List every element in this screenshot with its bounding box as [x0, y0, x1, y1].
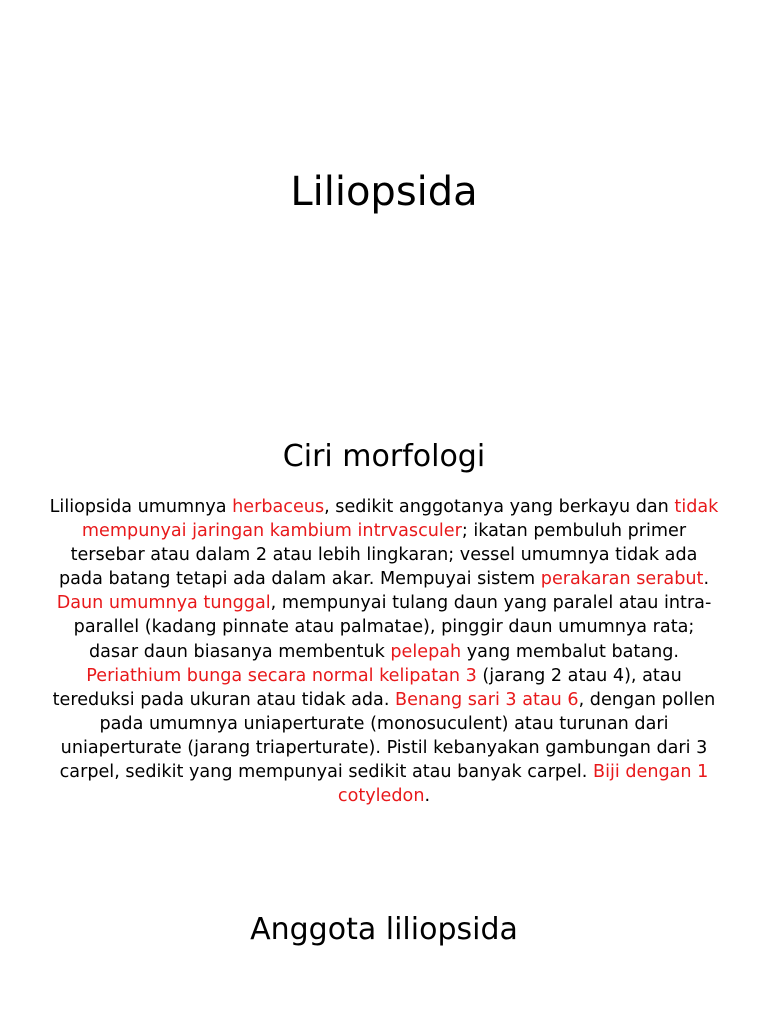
- paragraph-segment: Liliopsida umumnya: [49, 497, 233, 517]
- section-heading-ciri-morfologi: Ciri morfologi: [282, 439, 486, 474]
- paragraph-segment: .: [703, 569, 710, 590]
- highlighted-term: Benang sari 3 atau 6: [395, 689, 579, 710]
- highlighted-term: Periathium bunga secara normal kelipatan 3: [86, 665, 477, 686]
- highlighted-term: herbaceus: [232, 497, 325, 517]
- page-title: Liliopsida: [290, 169, 478, 215]
- highlighted-term: perakaran serabut: [540, 569, 704, 590]
- section-heading-anggota-liliopsida: Anggota liliopsida: [250, 912, 518, 947]
- highlighted-term: Biji dengan 1 cotyledon: [337, 762, 709, 807]
- paragraph-segment: .: [424, 786, 431, 807]
- highlighted-term: Daun umumnya tunggal: [56, 593, 271, 614]
- paragraph-segment: , mempunyai tulang daun yang paralel atau intra- parallel (kadang pinnate atau palmatae), pinggir daun umumnya rata; dasar daun biasanya membentuk: [73, 593, 712, 662]
- highlighted-term: pelepah: [390, 641, 462, 662]
- paragraph-segment: , sedikit anggotanya yang berkayu dan: [324, 497, 675, 517]
- paragraph-segment: , dengan pollen pada umumnya uniaperturate (monosuculent) atau turunan dari uniaperturate (jarang triaperturate). Pistil kebanyakan gambungan dari 3 carpel, sedikit yang mempunyai sedikit atau banyak carpel.: [59, 689, 716, 783]
- morfologi-paragraph: [48, 495, 720, 808]
- paragraph-segment: yang membalut batang.: [461, 641, 679, 662]
- paragraph-segment: (jarang 2 atau 4), atau tereduksi pada ukuran atau tidak ada.: [52, 665, 682, 710]
- highlighted-term: tidak mempunyai jaringan kambium intrvasculer: [81, 497, 719, 542]
- paragraph-segment: ; ikatan pembuluh primer tersebar atau dalam 2 atau lebih lingkaran; vessel umumnya tidak ada pada batang tetapi ada dalam akar. Mempuyai sistem: [58, 521, 698, 590]
